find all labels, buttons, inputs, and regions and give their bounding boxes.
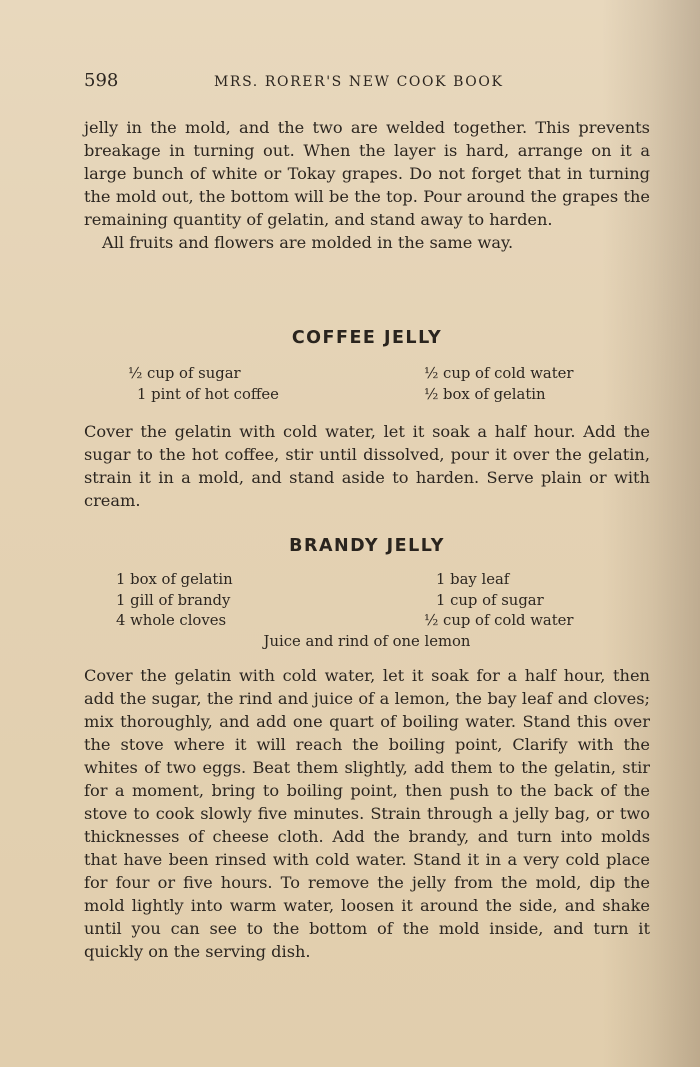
ingredient-item: ½ box of gelatin — [424, 385, 546, 403]
ingredient-item: 1 box of gelatin — [116, 571, 233, 588]
ingredient-item: ½ cup of cold water — [424, 365, 574, 382]
intro-section — [84, 116, 650, 254]
ingredient-item: 1 gill of brandy — [116, 591, 231, 609]
page-number: 598 — [84, 70, 119, 91]
coffee-jelly-directions: Cover the gelatin with cold water, let it soak a half hour. Add the sugar to the hot coffee, stir until dissolved, pour it over the gelatin, strain it in a mold, and stand aside to harden. Serve plain or with cream. — [84, 422, 650, 510]
coffee-ingredients-left — [128, 364, 279, 405]
page-header — [84, 70, 644, 96]
brandy-jelly-ingredients — [0, 570, 700, 634]
brandy-ingredients-right — [424, 570, 574, 632]
brandy-jelly-title: BRANDY JELLY — [289, 536, 445, 556]
coffee-ingredients-right — [424, 364, 574, 405]
intro-paragraph: jelly in the mold, and the two are welded together. This prevents breakage in turning out. When the layer is hard, arrange on it a large bunch of white or Tokay grapes. Do not forget that in turning the mold out, the bottom will be the top. Pour around the grapes the remaining quantity of gelatin, and stand away to harden. — [84, 118, 650, 229]
brandy-ingredient-lemon: Juice and rind of one lemon — [263, 633, 471, 650]
ingredient-item: 1 cup of sugar — [436, 591, 544, 609]
ingredient-item: 1 pint of hot coffee — [137, 385, 279, 403]
intro-note: All fruits and flowers are molded in the same way. — [102, 233, 514, 252]
brandy-jelly-directions: Cover the gelatin with cold water, let it soak for a half hour, then add the sugar, the rind and juice of a lemon, the bay leaf and cloves; mix thoroughly, and add one quart of boiling water. Stand this over the stove where it will reach the boiling point, Clarify with the whites of two eggs. Beat them slightly, add them to the gelatin, stir for a moment, bring to boiling point, then push to the back of the stove to cook slowly five minutes. Strain through a jelly bag, or two thicknesses of cheese cloth. Add the brandy, and turn into molds that have been rinsed with cold water. Stand it in a very cold place for four or five hours. To remove the jelly from the mold, dip the mold lightly into warm water, loosen it around the side, and shake until you can see to the bottom of the mold inside, and turn it quickly on the serving dish. — [84, 666, 650, 961]
ingredient-item: ½ cup of sugar — [128, 365, 241, 382]
ingredient-item: ½ cup of cold water — [424, 612, 574, 629]
coffee-jelly-ingredients — [0, 364, 700, 410]
coffee-jelly-directions-block — [84, 420, 650, 512]
brandy-jelly-directions-block — [84, 664, 650, 963]
brandy-ingredients-left — [116, 570, 233, 632]
running-head: MRS. RORER'S NEW COOK BOOK — [214, 74, 504, 90]
ingredient-item: 4 whole cloves — [116, 612, 227, 629]
ingredient-item: 1 bay leaf — [436, 571, 510, 588]
coffee-jelly-title: COFFEE JELLY — [291, 328, 443, 348]
